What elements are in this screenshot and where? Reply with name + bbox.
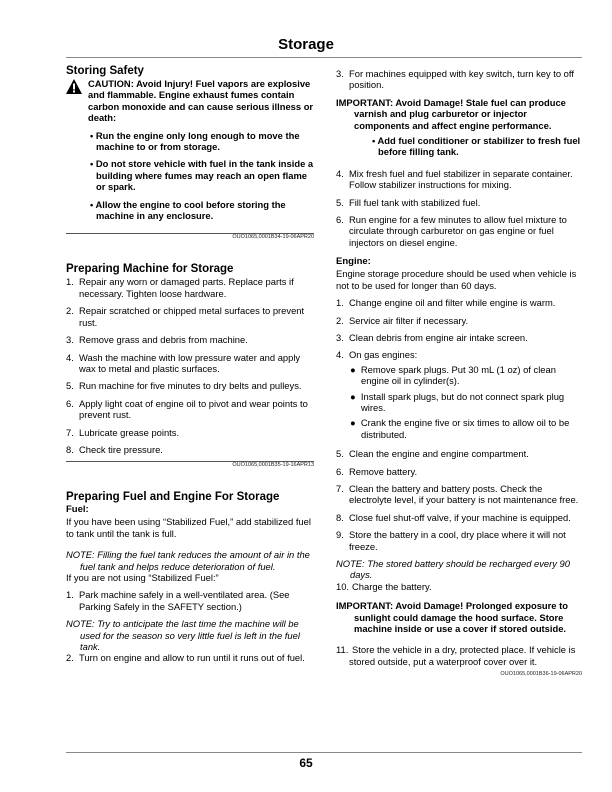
step-item: 5. Clean the engine and engine compartment. xyxy=(336,448,529,460)
preparing-fuel-heading: Preparing Fuel and Engine For Storage xyxy=(66,491,280,504)
fuel-steps-continued xyxy=(336,168,582,248)
preparing-machine-heading: Preparing Machine for Storage xyxy=(66,263,234,276)
preparing-machine-steps xyxy=(66,276,314,455)
fuel-steps-continued xyxy=(336,68,582,91)
step-item: 6. Apply light coat of engine oil to pivot and wear points to prevent rust. xyxy=(66,397,308,421)
step-item: 8. Close fuel shut-off valve, if your machine is equipped. xyxy=(336,511,571,523)
engine-paragraph: Engine storage procedure should be used when vehicle is not to be used for longer than 60 days. xyxy=(336,268,577,291)
important-point: • Add fuel conditioner or stabilizer to fresh fuel before filling tank. xyxy=(372,135,581,158)
storing-safety-heading: Storing Safety xyxy=(66,65,144,77)
step-item: 10. Charge the battery. xyxy=(336,580,432,592)
step-item: 4. Wash the machine with low pressure water and apply wax to metal and plastic surfaces. xyxy=(66,351,301,374)
step-item: 5. Run machine for five minutes to dry belts and pulleys. xyxy=(66,380,302,392)
step-item: 3. Clean debris from engine air intake screen. xyxy=(336,331,528,343)
important-notice: IMPORTANT: Avoid Damage! Prolonged exposure to sunlight could damage the hood surface. Store machine inside or use a cover if stored outside. xyxy=(336,600,568,635)
step-item: 5. Fill fuel tank with stabilized fuel. xyxy=(336,196,481,208)
caution-text: CAUTION: Avoid Injury! Fuel vapors are explosive and flammable. Engine exhaust fumes contain carbon monoxide and can cause serious illness or death: xyxy=(88,78,314,124)
bullet-item: ● Install spark plugs, but do not connect spark plug wires. xyxy=(350,390,565,413)
fuel-steps xyxy=(66,652,314,663)
fuel-note: NOTE: Try to anticipate the last time the machine will be used for the season so very little fuel is left in the fuel tank. xyxy=(66,618,300,652)
bullet-item: ● Crank the engine five or six times to allow oil to be distributed. xyxy=(350,417,570,440)
step-item: 2. Turn on engine and allow to run until it runs out of fuel. xyxy=(66,652,305,664)
right-column xyxy=(336,64,582,677)
engine-steps xyxy=(336,581,582,592)
fuel-note: NOTE: Filling the fuel tank reduces the amount of air in the fuel tank and helps reduce deterioration of fuel. xyxy=(66,549,310,572)
footer-rule xyxy=(66,752,582,753)
engine-steps xyxy=(336,297,582,361)
header-rule xyxy=(66,57,582,58)
step-item: 6. Run engine for a few minutes to allow fuel mixture to circulate through carburetor on gas engine or fuel injectors on diesel engine. xyxy=(336,214,567,248)
caution-point: • Run the engine only long enough to move the machine to or from storage. xyxy=(90,129,300,153)
fuel-paragraph: If you are not using “Stabilized Fuel:” xyxy=(66,571,219,583)
step-item: 4. On gas engines: xyxy=(336,349,418,361)
step-item: 2. Repair scratched or chipped metal surfaces to prevent rust. xyxy=(66,305,305,328)
reference-code: OUO1065,0001B36-19-06APR20 xyxy=(500,671,582,678)
caution-point: • Do not store vehicle with fuel in the tank inside a building where fumes may reach an open flame or spark. xyxy=(90,158,314,193)
reference-code: OUO1065,0001B34-19-06APR20 xyxy=(232,234,314,241)
page-number: 65 xyxy=(299,756,313,770)
step-item: 7. Lubricate grease points. xyxy=(66,426,180,438)
warning-triangle-icon xyxy=(66,78,82,221)
step-item: 2. Service air filter if necessary. xyxy=(336,314,469,326)
important-text: IMPORTANT: Avoid Damage! Stale fuel can produce varnish and plug carburetor or injector components and affect engine performance. xyxy=(336,96,566,131)
page-title: Storage xyxy=(278,36,334,53)
step-item: 8. Check tire pressure. xyxy=(66,443,163,455)
caution-point: • Allow the engine to cool before storing the machine in any enclosure. xyxy=(90,198,286,222)
engine-steps xyxy=(336,644,582,667)
gas-engine-points xyxy=(350,364,582,440)
step-item: 1. Park machine safely in a well-ventilated area. (See Parking Safely in the SAFETY section.) xyxy=(66,589,290,612)
step-item: 1. Repair any worn or damaged parts. Replace parts if necessary. Tighten loose hardware. xyxy=(66,276,294,299)
engine-steps xyxy=(336,448,582,552)
step-item: 7. Clean the battery and battery posts. Check the electrolyte level, if your battery is not maintenance free. xyxy=(336,482,579,506)
step-item: 1. Change engine oil and filter while engine is warm. xyxy=(336,297,556,309)
step-item: 9. Store the battery in a cool, dry place where it will not freeze. xyxy=(336,529,566,552)
fuel-subheading: Fuel: xyxy=(66,504,89,516)
fuel-steps xyxy=(66,589,314,612)
step-item: 3. Remove grass and debris from machine. xyxy=(66,334,248,346)
important-notice xyxy=(336,97,582,158)
engine-subheading: Engine: xyxy=(336,256,371,268)
step-item: 3. For machines equipped with key switch, turn key to off position. xyxy=(336,68,574,91)
fuel-paragraph: If you have been using “Stabilized Fuel,” add stabilized fuel to tank until the tank is full. xyxy=(66,516,311,539)
battery-note: NOTE: The stored battery should be recharged every 90 days. xyxy=(336,558,570,581)
step-item: 4. Mix fresh fuel and fuel stabilizer in separate container. Follow stabilizer instructions for mixing. xyxy=(336,167,573,191)
caution-block xyxy=(66,78,314,221)
step-item: 11. Store the vehicle in a dry, protected place. If vehicle is stored outside, put a waterproof cover over it. xyxy=(336,644,576,667)
left-column xyxy=(66,64,314,670)
step-item: 6. Remove battery. xyxy=(336,465,418,477)
bullet-item: ● Remove spark plugs. Put 30 mL (1 oz) of clean engine oil in cylinder(s). xyxy=(350,363,556,387)
reference-code: OUO1065,0001B35-19-16APR13 xyxy=(232,462,314,469)
